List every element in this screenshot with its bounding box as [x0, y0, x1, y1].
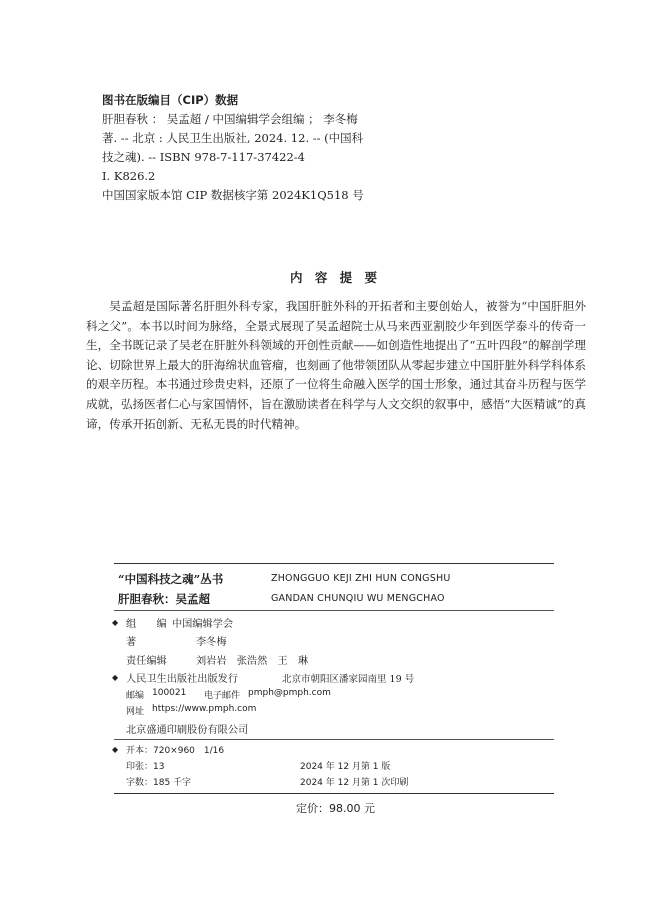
editor-label: 责任编辑: [126, 656, 167, 667]
divider: [114, 610, 554, 611]
summary-paragraph: 吴孟超是国际著名肝胆外科专家，我国肝脏外科的开拓者和主要创始人，被誉为“中国肝胆外科之父”。本书以时间为脉络，全景式展现了吴孟超院士从马来西亚割胶少年到医学泰斗的传奇一生，全书既记录了吴老在肝脏外科领域的开创性贡献——如创造性地提出了“五叶四段”的解剖学理论、切除世界上最大的肝海绵状血管瘤，也刻画了他带领团队从零起步建立中国肝脏外科学科体系的艰辛历程。本书通过珍贵史料，还原了一位将生命融入医学的国士形象，通过其奋斗历程与医学成就，弘扬医者仁心与家国情怀，旨在激励读者在科学与人文交织的叙事中，感悟“大医精诚”的真谛，传承开拓创新、无私无畏的时代精神。: [86, 299, 586, 431]
edition: 2024 年 12 月第 1 版: [300, 762, 391, 772]
word-count: 字数：185 千字: [126, 778, 192, 788]
colophon: [114, 563, 554, 803]
cip-block: [102, 91, 572, 205]
website: https://www.pmph.com: [152, 704, 257, 714]
cip-line-3: 技之魂). -- ISBN 978-7-117-37422-4: [102, 150, 305, 164]
author-label: 著: [126, 637, 137, 648]
email: pmph@pmph.com: [248, 688, 331, 698]
book-title-pinyin: GANDAN CHUNQIU WU MENGCHAO: [271, 593, 445, 604]
colophon-top-rule: [114, 563, 554, 564]
book-title: 肝胆春秋：吴孟超: [118, 592, 210, 606]
summary-body: [86, 297, 586, 434]
diamond-bullet-icon: ◆: [112, 745, 119, 754]
address: 北京市朝阳区潘家园南里 19 号: [282, 674, 415, 685]
diamond-bullet-icon: ◆: [112, 673, 119, 682]
website-label: 网址: [126, 707, 145, 717]
author: 李冬梅: [196, 637, 227, 648]
printer: 北京盛通印刷股份有限公司: [126, 725, 249, 736]
compiler: 中国编辑学会: [172, 619, 234, 630]
colophon-bottom-rule: [114, 793, 554, 794]
email-label: 电子邮件: [204, 691, 241, 701]
compiler-label: 组 编: [126, 619, 167, 630]
summary-title: 内 容 提 要: [289, 270, 382, 285]
divider: [114, 739, 554, 740]
cip-line-2: 著. -- 北京 : 人民卫生出版社, 2024. 12. -- (中国科: [102, 131, 364, 145]
series-pinyin: ZHONGGUO KEJI ZHI HUN CONGSHU: [271, 573, 451, 584]
diamond-bullet-icon: ◆: [112, 618, 119, 627]
sheets: 印张：13: [126, 762, 165, 772]
price: 定价：98.00 元: [296, 802, 375, 815]
cip-line-5: 中国国家版本馆 CIP 数据核字第 2024K1Q518 号: [102, 188, 364, 202]
cip-line-1: 肝胆春秋 ： 吴孟超 / 中国编辑学会组编 ； 李冬梅: [102, 112, 358, 126]
format: 开本：720×960 1/16: [126, 746, 225, 756]
postcode: 100021: [152, 688, 187, 698]
cip-heading: 图书在版编目（CIP）数据: [102, 93, 239, 107]
printing: 2024 年 12 月第 1 次印刷: [300, 778, 409, 788]
series-name: “中国科技之魂”丛书: [118, 572, 224, 586]
cip-line-4: Ⅰ. K826.2: [102, 169, 156, 183]
publisher: 人民卫生出版社出版发行: [126, 674, 239, 685]
editors: 刘岩岩 张浩然 王 琳: [196, 656, 309, 667]
postcode-label: 邮编: [126, 691, 145, 701]
